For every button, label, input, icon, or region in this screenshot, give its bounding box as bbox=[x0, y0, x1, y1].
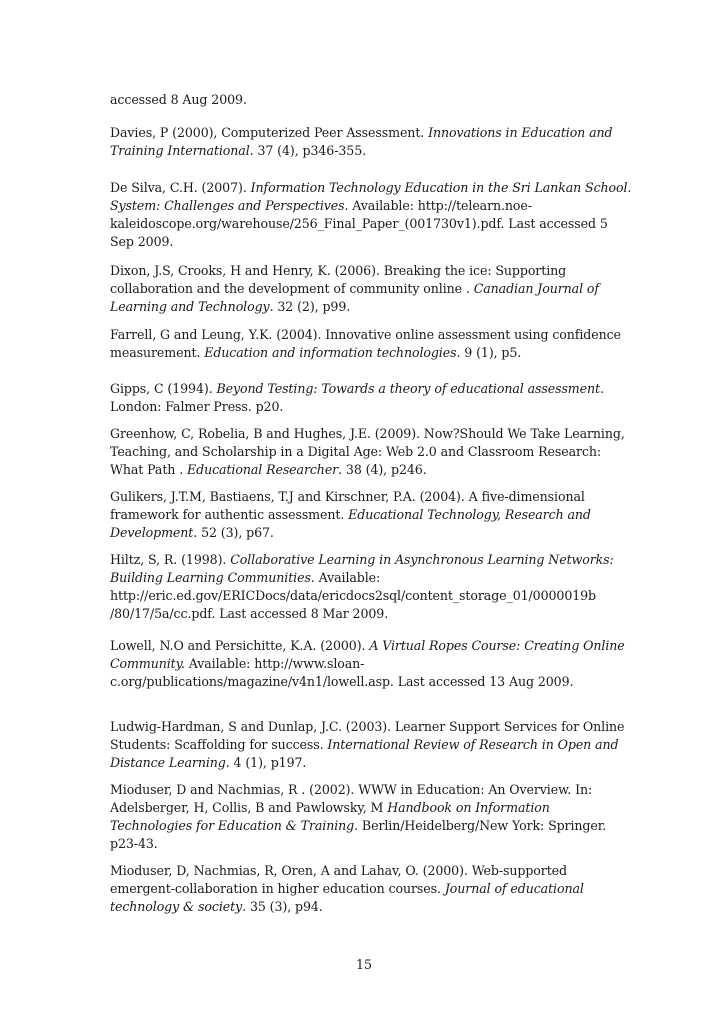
reference-italic-text: International Review of Research in Open and bbox=[327, 737, 619, 752]
reference-text: . 9 (1), p5. bbox=[456, 345, 522, 360]
reference-text: p23-43. bbox=[110, 836, 158, 851]
reference-line bbox=[110, 488, 630, 506]
reference-text: Dixon, J.S, Crooks, H and Henry, K. (2006). Breaking the ice: Supporting bbox=[110, 263, 567, 278]
reference-italic-text: Journal of educational bbox=[444, 881, 584, 896]
reference-italic-text: technology & society bbox=[110, 899, 243, 914]
reference-italic-text: System: Challenges and Perspectives. bbox=[110, 198, 349, 213]
reference-line bbox=[110, 862, 630, 880]
reference-line bbox=[110, 398, 630, 416]
reference-text: accessed 8 Aug 2009. bbox=[110, 92, 247, 107]
reference-line bbox=[110, 880, 630, 898]
reference-line bbox=[110, 587, 630, 605]
reference-text: Ludwig-Hardman, S and Dunlap, J.C. (2003). Learner Support Services for Online bbox=[110, 719, 625, 734]
reference-text: Students: Scaffolding for success. bbox=[110, 737, 328, 752]
reference-entry bbox=[110, 718, 630, 772]
reference-entry bbox=[110, 488, 630, 542]
reference-text: . 52 (3), p67. bbox=[193, 525, 274, 540]
reference-italic-text: Innovations in Education and bbox=[428, 125, 613, 140]
reference-text: Mioduser, D, Nachmias, R, Oren, A and Lahav, O. (2000). Web-supported bbox=[110, 863, 567, 878]
reference-entry bbox=[110, 124, 630, 160]
reference-italic-text: Educational Researcher bbox=[187, 462, 339, 477]
reference-line bbox=[110, 233, 630, 251]
reference-italic-text: Technologies for Education & Training bbox=[110, 818, 355, 833]
reference-italic-text: Collaborative Learning in Asynchronous Learning Networks: bbox=[230, 552, 614, 567]
reference-line bbox=[110, 124, 630, 142]
reference-line bbox=[110, 718, 630, 736]
reference-line bbox=[110, 817, 630, 835]
reference-text: Greenhow, C, Robelia, B and Hughes, J.E. (2009). Now?Should We Take Learning, bbox=[110, 426, 625, 441]
reference-text: London: Falmer Press. p20. bbox=[110, 399, 284, 414]
reference-text: http://eric.ed.gov/ERICDocs/data/ericdocs2sql/content_storage_01/0000019b bbox=[110, 588, 597, 603]
reference-italic-text: Development bbox=[110, 525, 194, 540]
reference-line bbox=[110, 443, 630, 461]
reference-entry bbox=[110, 326, 630, 362]
reference-text: emergent-collaboration in higher education courses. bbox=[110, 881, 445, 896]
reference-entry bbox=[110, 425, 630, 479]
reference-italic-text: Learning and Technology bbox=[110, 299, 270, 314]
reference-entry bbox=[110, 262, 630, 316]
reference-text: /80/17/5a/cc.pdf. Last accessed 8 Mar 2009. bbox=[110, 606, 389, 621]
reference-italic-text: Handbook on Information bbox=[387, 800, 550, 815]
reference-italic-text: Training International bbox=[110, 143, 250, 158]
reference-line bbox=[110, 461, 630, 479]
reference-line bbox=[110, 655, 630, 673]
reference-line bbox=[110, 799, 630, 817]
reference-text: measurement. bbox=[110, 345, 205, 360]
reference-line bbox=[110, 298, 630, 316]
reference-italic-text: Building Learning Communities. bbox=[110, 570, 315, 585]
reference-entry bbox=[110, 862, 630, 916]
reference-line bbox=[110, 754, 630, 772]
reference-text: . 4 (1), p197. bbox=[225, 755, 307, 770]
reference-line bbox=[110, 898, 630, 916]
reference-line bbox=[110, 569, 630, 587]
reference-italic-text: Canadian Journal of bbox=[473, 281, 599, 296]
reference-text: Lowell, N.O and Persichitte, K.A. (2000). bbox=[110, 638, 370, 653]
reference-line bbox=[110, 605, 630, 623]
reference-entry bbox=[110, 781, 630, 853]
reference-text: Teaching, and Scholarship in a Digital Age: Web 2.0 and Classroom Research: bbox=[110, 444, 602, 459]
reference-line bbox=[110, 524, 630, 542]
reference-text: . 35 (3), p94. bbox=[242, 899, 323, 914]
reference-line bbox=[110, 344, 630, 362]
reference-line bbox=[110, 551, 630, 569]
reference-line bbox=[110, 781, 630, 799]
reference-text: . 32 (2), p99. bbox=[269, 299, 351, 314]
reference-text: Available: http://telearn.noe- bbox=[348, 198, 532, 213]
reference-line bbox=[110, 326, 630, 344]
reference-line bbox=[110, 673, 630, 691]
reference-line bbox=[110, 142, 630, 160]
reference-italic-text: Education and information technologies bbox=[204, 345, 457, 360]
reference-text: . bbox=[599, 381, 604, 396]
reference-text: De Silva, C.H. (2007). bbox=[110, 180, 251, 195]
reference-italic-text: Educational Technology, Research and bbox=[348, 507, 591, 522]
reference-line bbox=[110, 215, 630, 233]
reference-line bbox=[110, 280, 630, 298]
reference-text: c.org/publications/magazine/v4n1/lowell.asp. Last accessed 13 Aug 2009. bbox=[110, 674, 574, 689]
reference-text: kaleidoscope.org/warehouse/256_Final_Paper_(001730v1).pdf. Last accessed 5 bbox=[110, 216, 608, 231]
reference-text: Adelsberger, H, Collis, B and Pawlowsky, M bbox=[110, 800, 388, 815]
reference-line bbox=[110, 506, 630, 524]
reference-text: Available: http://www.sloan- bbox=[184, 656, 365, 671]
reference-text: What Path . bbox=[110, 462, 188, 477]
reference-line bbox=[110, 262, 630, 280]
reference-entry bbox=[110, 91, 630, 109]
reference-entry bbox=[110, 637, 630, 691]
reference-text: . 38 (4), p246. bbox=[338, 462, 427, 477]
reference-line bbox=[110, 835, 630, 853]
reference-entry bbox=[110, 380, 630, 416]
reference-line bbox=[110, 425, 630, 443]
reference-line bbox=[110, 736, 630, 754]
reference-text: framework for authentic assessment. bbox=[110, 507, 349, 522]
reference-line bbox=[110, 380, 630, 398]
reference-italic-text: A Virtual Ropes Course: Creating Online bbox=[369, 638, 625, 653]
reference-text: Gipps, C (1994). bbox=[110, 381, 217, 396]
reference-text: Farrell, G and Leung, Y.K. (2004). Innovative online assessment using confidence bbox=[110, 327, 621, 342]
reference-italic-text: Distance Learning bbox=[110, 755, 226, 770]
reference-text: collaboration and the development of community online . bbox=[110, 281, 474, 296]
reference-line bbox=[110, 91, 630, 109]
reference-text: Davies, P (2000), Computerized Peer Assessment. bbox=[110, 125, 429, 140]
page-number: 15 bbox=[355, 957, 373, 972]
reference-text: . Berlin/Heidelberg/New York: Springer. bbox=[354, 818, 607, 833]
reference-entry bbox=[110, 551, 630, 623]
reference-text: Mioduser, D and Nachmias, R . (2002). WWW in Education: An Overview. In: bbox=[110, 782, 593, 797]
reference-italic-text: Beyond Testing: Towards a theory of educational assessment bbox=[216, 381, 600, 396]
reference-text: Hiltz, S, R. (1998). bbox=[110, 552, 231, 567]
reference-text: . 37 (4), p346-355. bbox=[249, 143, 367, 158]
reference-line bbox=[110, 179, 630, 197]
reference-text: Sep 2009. bbox=[110, 234, 174, 249]
reference-entry bbox=[110, 179, 630, 251]
reference-text: Available: bbox=[314, 570, 381, 585]
reference-line bbox=[110, 637, 630, 655]
reference-line bbox=[110, 197, 630, 215]
reference-italic-text: Information Technology Education in the Sri Lankan School. bbox=[250, 180, 632, 195]
reference-italic-text: Community. bbox=[110, 656, 185, 671]
reference-text: Gulikers, J.T.M, Bastiaens, T.J and Kirschner, P.A. (2004). A five-dimensional bbox=[110, 489, 585, 504]
